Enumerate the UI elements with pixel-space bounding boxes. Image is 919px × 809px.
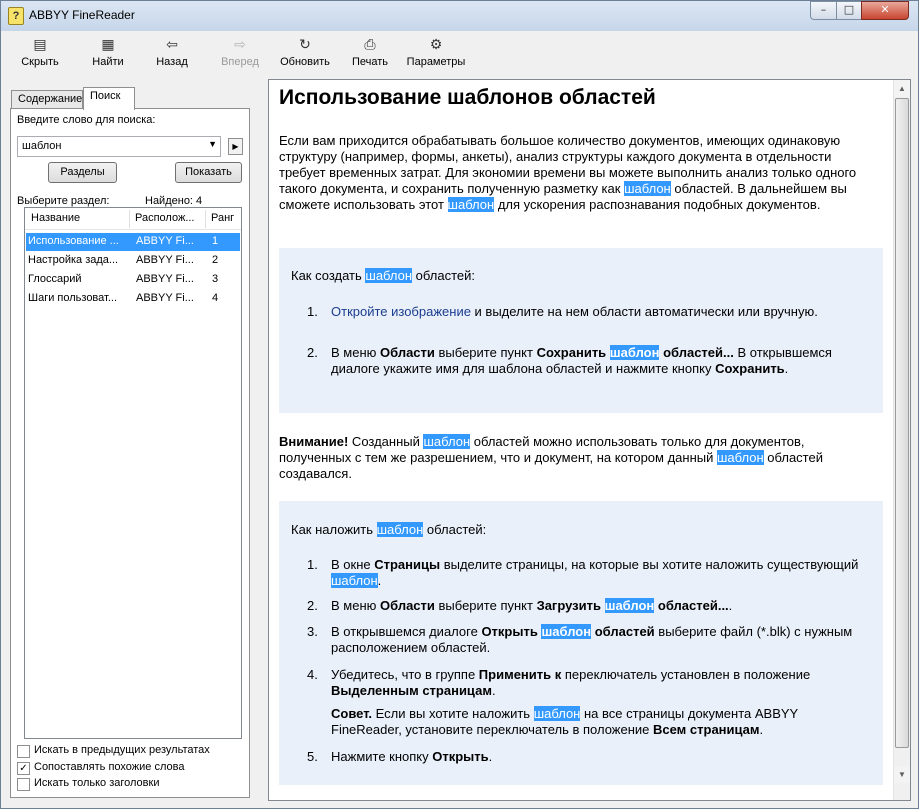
step-number: 2. xyxy=(307,598,318,613)
step-text-part: В окне xyxy=(331,557,375,572)
tab-contents[interactable]: Содержание xyxy=(11,90,83,109)
column-divider xyxy=(129,210,130,228)
minimize-button[interactable]: – xyxy=(810,1,837,20)
step-text xyxy=(331,598,861,614)
pane-splitter[interactable] xyxy=(261,79,268,801)
step-text-part: переключатель установлен в положение xyxy=(561,667,811,682)
forward-arrow-icon: ⇨ xyxy=(234,36,246,52)
maximize-button[interactable]: □ xyxy=(836,1,862,20)
intro-text: областей: xyxy=(412,268,475,283)
result-rank: 3 xyxy=(212,273,219,285)
step-text xyxy=(331,345,861,377)
forward-button-label: Вперед xyxy=(221,56,259,68)
step-text-part: Убедитесь, что в группе xyxy=(331,667,479,682)
result-location: ABBYY Fi... xyxy=(136,254,194,266)
find-button-label: Найти xyxy=(92,56,124,68)
step-text-part: выберите пункт xyxy=(434,345,537,360)
result-row[interactable] xyxy=(26,252,240,270)
tip-bold: Всем страницам xyxy=(653,722,760,737)
search-highlight: шаблон xyxy=(447,197,495,212)
step-number: 4. xyxy=(307,667,318,682)
step-text-part: В открывшемся диалоге укажите имя для шаблона областей и нажмите кнопку xyxy=(331,345,832,376)
step-bold: Сохранить xyxy=(536,345,610,360)
search-highlight: шаблон xyxy=(533,706,581,721)
result-row[interactable] xyxy=(26,290,240,308)
print-button[interactable] xyxy=(342,33,398,69)
step-number: 2. xyxy=(307,345,318,360)
step-bold: Открыть xyxy=(481,624,542,639)
open-image-link[interactable]: Откройте изображение xyxy=(331,304,471,319)
tip-text xyxy=(331,706,861,738)
step-text-part: В меню xyxy=(331,598,380,613)
step-text-part: . xyxy=(488,749,493,764)
step-text xyxy=(331,304,861,320)
print-button-label: Печать xyxy=(351,56,389,68)
step-bold: областей... xyxy=(654,598,729,613)
step-bold: Открыть xyxy=(432,749,489,764)
apply-template-intro xyxy=(291,522,486,538)
find-icon: ▦ xyxy=(101,36,115,52)
found-count: Найдено: 4 xyxy=(145,195,203,207)
step-number: 5. xyxy=(307,749,318,764)
search-input[interactable] xyxy=(17,136,221,157)
refresh-button[interactable] xyxy=(274,33,336,69)
warning-note xyxy=(279,434,879,482)
step-text-part: . xyxy=(491,683,496,698)
scroll-down-button[interactable]: ▼ xyxy=(894,766,910,783)
toolbar xyxy=(8,31,911,71)
options-button[interactable] xyxy=(404,33,468,69)
column-rank[interactable]: Ранг xyxy=(211,212,235,224)
note-text: областей можно использовать только для документов, полученных с тем же разрешением, что и документ, на котором данный xyxy=(279,434,805,465)
result-location: ABBYY Fi... xyxy=(136,292,194,304)
search-go-button[interactable]: ▶ xyxy=(228,138,243,155)
similar-words-checkbox[interactable]: ✓ xyxy=(17,762,30,775)
search-input-value: шаблон xyxy=(22,140,62,152)
scroll-up-button[interactable]: ▲ xyxy=(894,80,910,97)
result-name: Глоссарий xyxy=(28,273,82,285)
search-highlight: шаблон xyxy=(716,450,764,465)
intro-text: Как наложить xyxy=(291,522,377,537)
forward-button[interactable] xyxy=(210,33,270,69)
options-button-label: Параметры xyxy=(406,56,466,68)
scroll-thumb[interactable] xyxy=(895,98,909,748)
printer-icon: ⎙ xyxy=(364,36,376,52)
titles-only-label: Искать только заголовки xyxy=(34,777,160,789)
step-text xyxy=(331,667,861,699)
step-bold: Выделенным страницам xyxy=(331,683,492,698)
search-label: Введите слово для поиска: xyxy=(17,114,156,126)
step-text-part: . xyxy=(784,361,789,376)
search-highlight: шаблон xyxy=(541,624,592,639)
search-highlight: шаблон xyxy=(624,181,671,196)
similar-words-label: Сопоставлять похожие слова xyxy=(34,761,185,773)
result-rank: 2 xyxy=(212,254,219,266)
tip-label: Совет. xyxy=(331,706,373,721)
vertical-scrollbar[interactable] xyxy=(893,80,910,800)
step-text-part: выберите файл (*.blk) с нужным расположением областей. xyxy=(331,624,853,655)
hide-button-label: Скрыть xyxy=(21,56,59,68)
note-text: областей создавался. xyxy=(279,450,823,481)
navigation-pane xyxy=(8,79,261,801)
intro-text: областей: xyxy=(423,522,487,537)
help-content xyxy=(268,79,911,801)
search-highlight: шаблон xyxy=(376,522,424,537)
hide-pane-icon: ▤ xyxy=(33,36,47,52)
step-bold: Страницы xyxy=(374,557,441,572)
tip-text-part: на все страницы документа ABBYY FineReader, установите переключатель в положение xyxy=(331,706,798,737)
results-header xyxy=(25,208,241,230)
show-button[interactable]: Показать xyxy=(175,162,242,183)
intro-paragraph xyxy=(279,133,877,213)
search-previous-checkbox[interactable] xyxy=(17,745,30,758)
result-row[interactable] xyxy=(26,233,240,251)
search-highlight: шаблон xyxy=(365,268,413,283)
step-number: 1. xyxy=(307,304,318,319)
result-name: Использование ... xyxy=(28,235,119,247)
tip-text-part: . xyxy=(759,722,764,737)
hide-button[interactable] xyxy=(12,33,68,69)
step-bold: Области xyxy=(380,345,435,360)
result-name: Настройка зада... xyxy=(28,254,119,266)
choose-section-label: Выберите раздел: xyxy=(17,195,110,207)
step-bold: областей xyxy=(591,624,655,639)
close-button[interactable]: ✕ xyxy=(861,1,909,20)
tip-text-part: Если вы хотите наложить xyxy=(372,706,534,721)
result-location: ABBYY Fi... xyxy=(136,235,194,247)
result-location: ABBYY Fi... xyxy=(136,273,194,285)
column-divider xyxy=(205,210,206,228)
intro-text: Как создать xyxy=(291,268,366,283)
page-title: Использование шаблонов областей xyxy=(279,86,656,109)
step-bold: Применить к xyxy=(478,667,562,682)
column-name[interactable]: Название xyxy=(31,212,81,224)
step-bold: областей... xyxy=(659,345,734,360)
refresh-icon: ↻ xyxy=(299,36,311,52)
note-text: Созданный xyxy=(348,434,424,449)
result-row[interactable] xyxy=(26,271,240,289)
step-bold: Загрузить xyxy=(536,598,605,613)
search-highlight: шаблон xyxy=(609,345,660,360)
intro-text: областей. В дальнейшем вы сможете использовать этот xyxy=(279,181,847,212)
tab-search[interactable]: Поиск xyxy=(83,87,135,110)
chevron-down-icon[interactable]: ▼ xyxy=(208,139,217,149)
results-list[interactable] xyxy=(24,207,242,739)
window-title: ABBYY FineReader xyxy=(29,8,135,22)
titles-only-checkbox[interactable] xyxy=(17,778,30,791)
warning-label: Внимание! xyxy=(279,434,349,449)
step-text-part: и выделите на нем области автоматически или вручную. xyxy=(470,304,818,319)
step-text-part: В меню xyxy=(331,345,380,360)
search-highlight: шаблон xyxy=(604,598,655,613)
step-text xyxy=(331,749,861,765)
step-text xyxy=(331,624,861,656)
result-rank: 4 xyxy=(212,292,219,304)
step-bold: Области xyxy=(380,598,435,613)
search-highlight: шаблон xyxy=(331,573,378,588)
title-bar xyxy=(1,1,918,31)
create-template-box xyxy=(279,248,883,413)
search-previous-label: Искать в предыдущих результатах xyxy=(34,744,210,756)
step-text-part: выберите пункт xyxy=(434,598,537,613)
intro-text: для ускорения распознавания подобных документов. xyxy=(494,197,821,212)
result-rank: 1 xyxy=(212,235,219,247)
column-location[interactable]: Располож... xyxy=(135,212,195,224)
app-help-icon: ? xyxy=(8,7,24,25)
step-text-part: . xyxy=(728,598,733,613)
create-template-intro xyxy=(291,268,475,284)
step-number: 1. xyxy=(307,557,318,572)
result-name: Шаги пользоват... xyxy=(28,292,118,304)
step-number: 3. xyxy=(307,624,318,639)
sections-button[interactable]: Разделы xyxy=(48,162,117,183)
step-text-part: Нажмите кнопку xyxy=(331,749,433,764)
back-button[interactable] xyxy=(144,33,200,69)
back-button-label: Назад xyxy=(156,56,188,68)
options-icon: ⚙ xyxy=(429,36,443,52)
apply-template-box xyxy=(279,501,883,785)
step-text xyxy=(331,557,861,589)
intro-text: Если вам приходится обрабатывать большое количество документов, имеющих одинаковую структуру (например, формы, анкеты), анализ структуры каждого документа в отдельности требует временных затрат. Для экономии времени вы можете выполнить анализ только одного такого документа, и сохранить полученную разметку как xyxy=(279,133,857,196)
step-text-part: выделите страницы, на которые вы хотите наложить существующий xyxy=(440,557,859,572)
back-arrow-icon: ⇦ xyxy=(166,36,178,52)
step-text-part: . xyxy=(377,573,382,588)
step-bold: Сохранить xyxy=(715,361,785,376)
refresh-button-label: Обновить xyxy=(280,56,330,68)
find-button[interactable] xyxy=(80,33,136,69)
step-text-part: В открывшемся диалоге xyxy=(331,624,482,639)
search-highlight: шаблон xyxy=(423,434,471,449)
